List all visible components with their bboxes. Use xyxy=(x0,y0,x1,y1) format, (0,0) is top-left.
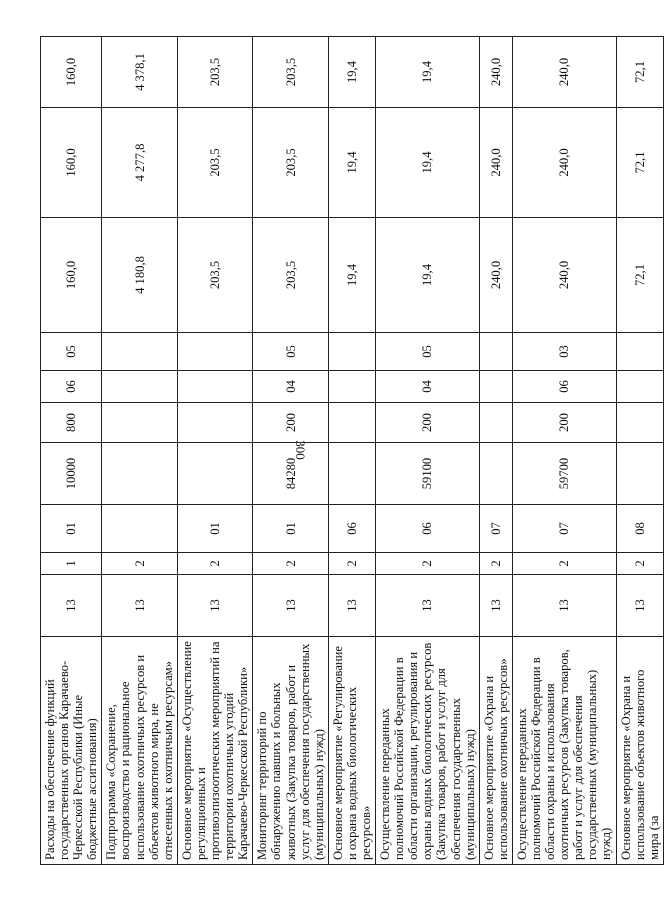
section-cell: 13 xyxy=(102,575,177,637)
direction-cell xyxy=(177,443,252,505)
amount-year1-cell: 72,1 xyxy=(616,218,663,333)
amount-year2-cell: 203,5 xyxy=(177,108,252,218)
row-name-cell: Основное мероприятие «Охрана и использование охотничьих ресурсов» xyxy=(479,637,512,865)
amount-year2-cell: 203,5 xyxy=(253,108,328,218)
division-cell: 06 xyxy=(41,371,102,403)
table-row xyxy=(177,37,252,865)
activity-cell: 06 xyxy=(376,505,480,553)
direction-cell: 59700 xyxy=(512,443,616,505)
section-cell: 13 xyxy=(253,575,328,637)
budget-table-rotated xyxy=(40,37,661,865)
table-row xyxy=(102,37,177,865)
page-number: 300 xyxy=(293,440,308,460)
division-cell xyxy=(616,371,663,403)
subprogram-cell: 2 xyxy=(328,553,375,575)
subprogram-cell: 2 xyxy=(253,553,328,575)
amount-year3-cell: 240,0 xyxy=(512,37,616,108)
amount-year3-cell: 4 378,1 xyxy=(102,37,177,108)
section-cell: 13 xyxy=(177,575,252,637)
direction-cell xyxy=(328,443,375,505)
amount-year2-cell: 72,1 xyxy=(616,108,663,218)
amount-year1-cell: 19,4 xyxy=(328,218,375,333)
activity-cell: 01 xyxy=(253,505,328,553)
division-cell: 04 xyxy=(376,371,480,403)
subprogram-cell: 2 xyxy=(102,553,177,575)
amount-year3-cell: 72,1 xyxy=(616,37,663,108)
table-row xyxy=(253,37,328,865)
row-name-cell: Осуществление переданных полномочий Российской Федерации в области организации, регулирования и охраны водных биологических ресурсов (Закупка товаров, работ и услуг для обеспечения государственных (муниципальных) нужд) xyxy=(376,637,480,865)
table-row xyxy=(376,37,480,865)
amount-year1-cell: 160,0 xyxy=(41,218,102,333)
section-cell: 13 xyxy=(41,575,102,637)
direction-cell: 10000 xyxy=(41,443,102,505)
activity-cell: 01 xyxy=(41,505,102,553)
direction-cell: 84280 xyxy=(253,443,328,505)
row-name-cell: Основное мероприятие «Охрана и использование объектов животного мира (за xyxy=(616,637,663,865)
division-cell: 06 xyxy=(512,371,616,403)
subprogram-cell: 2 xyxy=(177,553,252,575)
activity-cell xyxy=(102,505,177,553)
section-cell: 13 xyxy=(512,575,616,637)
row-name-cell: Подпрограмма «Сохранение, воспроизводство и рациональное использование охотничьих ресурсов и объектов животного мира, не отнесенных к охотничьим ресурсам» xyxy=(102,637,177,865)
subdivision-cell: 05 xyxy=(376,333,480,371)
amount-year3-cell: 160,0 xyxy=(41,37,102,108)
expense-type-cell: 200 xyxy=(376,403,480,443)
activity-cell: 06 xyxy=(328,505,375,553)
amount-year1-cell: 4 180,8 xyxy=(102,218,177,333)
amount-year3-cell: 19,4 xyxy=(328,37,375,108)
division-cell xyxy=(328,371,375,403)
expense-type-cell: 200 xyxy=(512,403,616,443)
section-cell: 13 xyxy=(616,575,663,637)
subprogram-cell: 2 xyxy=(616,553,663,575)
division-cell xyxy=(479,371,512,403)
amount-year1-cell: 240,0 xyxy=(512,218,616,333)
division-cell: 04 xyxy=(253,371,328,403)
activity-cell: 07 xyxy=(479,505,512,553)
row-name-cell: Основное мероприятие «Осуществление регуляционных и противоэпизоотических мероприятий на территории охотничьих угодий Карачаево-Черкесской Республики» xyxy=(177,637,252,865)
expense-type-cell: 800 xyxy=(41,403,102,443)
table-row xyxy=(616,37,663,865)
division-cell xyxy=(177,371,252,403)
direction-cell xyxy=(102,443,177,505)
section-cell: 13 xyxy=(376,575,480,637)
expense-type-cell xyxy=(177,403,252,443)
amount-year3-cell: 203,5 xyxy=(253,37,328,108)
table-row xyxy=(328,37,375,865)
subprogram-cell: 2 xyxy=(479,553,512,575)
amount-year1-cell: 240,0 xyxy=(479,218,512,333)
direction-cell: 59100 xyxy=(376,443,480,505)
subdivision-cell xyxy=(328,333,375,371)
subdivision-cell: 05 xyxy=(41,333,102,371)
amount-year1-cell: 203,5 xyxy=(253,218,328,333)
subprogram-cell: 2 xyxy=(512,553,616,575)
amount-year3-cell: 240,0 xyxy=(479,37,512,108)
subprogram-cell: 1 xyxy=(41,553,102,575)
expense-type-cell xyxy=(102,403,177,443)
row-name-cell: Осуществление переданных полномочий Российской Федерации в области охраны и использования охотничьих ресурсов (Закупка товаров, работ и услуг для обеспечения государственных (муниципальных) нужд) xyxy=(512,637,616,865)
amount-year2-cell: 4 277,8 xyxy=(102,108,177,218)
subdivision-cell xyxy=(177,333,252,371)
expense-type-cell xyxy=(616,403,663,443)
table-row xyxy=(479,37,512,865)
row-name-cell: Расходы на обеспечение функций государственных органов Карачаево-Черкесской Республики (Иные бюджетные ассигнования) xyxy=(41,637,102,865)
activity-cell: 01 xyxy=(177,505,252,553)
subdivision-cell xyxy=(479,333,512,371)
budget-table xyxy=(40,36,664,865)
subdivision-cell: 03 xyxy=(512,333,616,371)
table-row xyxy=(41,37,102,865)
activity-cell: 07 xyxy=(512,505,616,553)
amount-year2-cell: 19,4 xyxy=(376,108,480,218)
row-name-cell: Мониторинг территорий по обнаружению павших и больных животных (Закупка товаров, работ и услуг для обеспечения государственных (муниципальных) нужд) xyxy=(253,637,328,865)
subprogram-cell: 2 xyxy=(376,553,480,575)
amount-year1-cell: 203,5 xyxy=(177,218,252,333)
amount-year3-cell: 203,5 xyxy=(177,37,252,108)
amount-year3-cell: 19,4 xyxy=(376,37,480,108)
subdivision-cell xyxy=(102,333,177,371)
amount-year2-cell: 240,0 xyxy=(479,108,512,218)
amount-year2-cell: 240,0 xyxy=(512,108,616,218)
section-cell: 13 xyxy=(479,575,512,637)
subdivision-cell: 05 xyxy=(253,333,328,371)
subdivision-cell xyxy=(616,333,663,371)
table-row xyxy=(512,37,616,865)
expense-type-cell xyxy=(328,403,375,443)
amount-year2-cell: 160,0 xyxy=(41,108,102,218)
amount-year2-cell: 19,4 xyxy=(328,108,375,218)
section-cell: 13 xyxy=(328,575,375,637)
division-cell xyxy=(102,371,177,403)
direction-cell xyxy=(479,443,512,505)
row-name-cell: Основное мероприятие «Регулирование и охрана водных биологических ресурсов» xyxy=(328,637,375,865)
expense-type-cell xyxy=(479,403,512,443)
amount-year1-cell: 19,4 xyxy=(376,218,480,333)
direction-cell xyxy=(616,443,663,505)
activity-cell: 08 xyxy=(616,505,663,553)
expense-type-cell: 200 xyxy=(253,403,328,443)
